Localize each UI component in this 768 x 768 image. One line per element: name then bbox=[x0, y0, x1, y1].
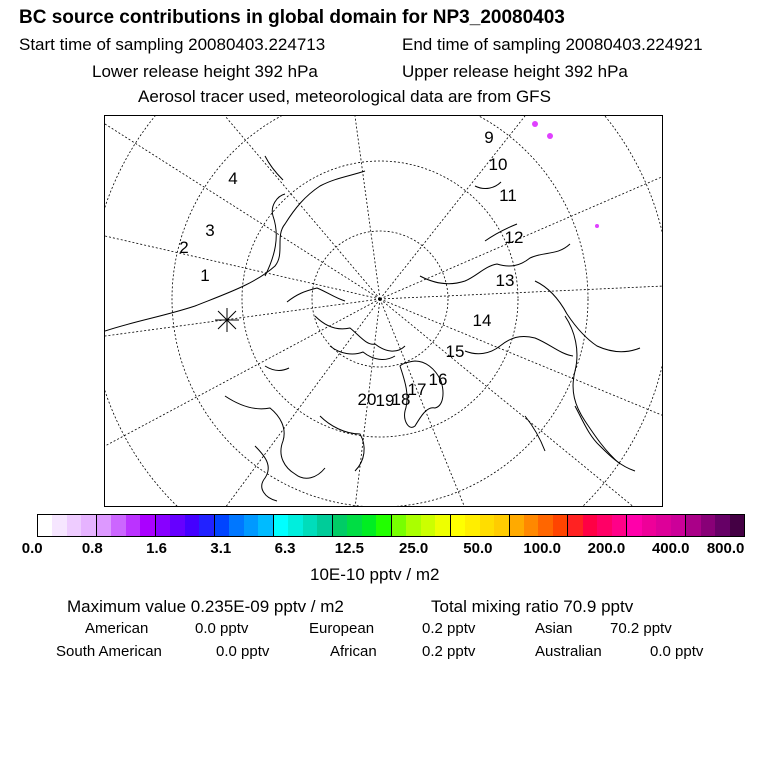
source-value-south-american: 0.0 pptv bbox=[216, 643, 270, 660]
colorbar-segment bbox=[538, 515, 552, 536]
contribution-hotspots bbox=[532, 121, 599, 228]
source-value-european: 0.2 pptv bbox=[422, 620, 476, 637]
colorbar-tick-label: 400.0 bbox=[651, 540, 690, 557]
polar-map bbox=[104, 115, 663, 507]
receptor-marker bbox=[215, 308, 239, 332]
total-mixing-ratio: Total mixing ratio 70.9 pptv bbox=[431, 597, 634, 616]
trajectory-label-20: 20 bbox=[357, 390, 377, 409]
trajectory-label-12: 12 bbox=[504, 228, 524, 247]
colorbar-tick-label: 25.0 bbox=[399, 540, 429, 557]
colorbar-segment bbox=[701, 515, 715, 536]
colorbar-segment bbox=[421, 515, 435, 536]
colorbar-segment bbox=[715, 515, 729, 536]
tracer-note: Aerosol tracer used, meteorological data are from GFS bbox=[138, 87, 551, 106]
trajectory-label-14: 14 bbox=[472, 311, 492, 330]
trajectory-label-3: 3 bbox=[205, 221, 215, 240]
colorbar-unit: 10E-10 pptv / m2 bbox=[310, 565, 440, 584]
colorbar-segment bbox=[333, 515, 347, 536]
colorbar-segment bbox=[597, 515, 611, 536]
trajectory-label-9: 9 bbox=[484, 128, 494, 147]
colorbar-segment bbox=[451, 515, 465, 536]
colorbar-segment bbox=[199, 515, 214, 536]
colorbar-tick-label: 200.0 bbox=[587, 540, 626, 557]
map-canvas bbox=[105, 116, 663, 507]
colorbar-segment bbox=[52, 515, 66, 536]
source-name-african: African bbox=[330, 643, 377, 660]
source-name-south-american: South American bbox=[56, 643, 162, 660]
colorbar-segment bbox=[38, 515, 52, 536]
trajectory-label-17: 17 bbox=[407, 380, 427, 399]
source-name-american: American bbox=[85, 620, 149, 637]
trajectory-label-1: 1 bbox=[200, 266, 210, 285]
colorbar-segment bbox=[627, 515, 641, 536]
hotspot bbox=[532, 121, 538, 127]
colorbar-segment bbox=[317, 515, 332, 536]
trajectory-label-19: 19 bbox=[375, 391, 395, 410]
colorbar-segment bbox=[67, 515, 81, 536]
colorbar-segment bbox=[288, 515, 302, 536]
colorbar-segment bbox=[642, 515, 656, 536]
start-time: Start time of sampling 20080403.224713 bbox=[19, 35, 326, 54]
trajectory-label-4: 4 bbox=[228, 169, 238, 188]
colorbar-tick-label: 800.0 bbox=[706, 540, 745, 557]
colorbar-segment bbox=[612, 515, 627, 536]
colorbar-segment bbox=[465, 515, 479, 536]
colorbar-segment bbox=[553, 515, 568, 536]
lower-release-height: Lower release height 392 hPa bbox=[92, 62, 318, 81]
colorbar-segment bbox=[258, 515, 273, 536]
colorbar-segment bbox=[730, 515, 744, 536]
source-value-asian: 70.2 pptv bbox=[610, 620, 672, 637]
colorbar-tick-label: 6.3 bbox=[274, 540, 296, 557]
colorbar-segment bbox=[510, 515, 524, 536]
upper-release-height: Upper release height 392 hPa bbox=[402, 62, 628, 81]
colorbar-tick-label: 50.0 bbox=[463, 540, 493, 557]
source-value-african: 0.2 pptv bbox=[422, 643, 476, 660]
hotspot bbox=[547, 133, 553, 139]
colorbar-segment bbox=[170, 515, 184, 536]
colorbar-segment bbox=[392, 515, 406, 536]
colorbar-segment bbox=[406, 515, 420, 536]
colorbar-segment bbox=[376, 515, 391, 536]
colorbar-tick-label: 100.0 bbox=[523, 540, 561, 557]
trajectory-label-15: 15 bbox=[445, 342, 465, 361]
trajectory-label-13: 13 bbox=[495, 271, 515, 290]
colorbar-tick-label: 0.0 bbox=[21, 540, 43, 557]
colorbar bbox=[37, 514, 745, 537]
colorbar-segment bbox=[185, 515, 199, 536]
colorbar-segment bbox=[140, 515, 155, 536]
source-name-asian: Asian bbox=[535, 620, 573, 637]
hotspot bbox=[595, 224, 599, 228]
coastlines bbox=[105, 156, 640, 501]
colorbar-segment bbox=[656, 515, 670, 536]
colorbar-segment bbox=[229, 515, 243, 536]
colorbar-segment bbox=[362, 515, 376, 536]
trajectory-label-10: 10 bbox=[488, 155, 508, 174]
colorbar-segment bbox=[111, 515, 125, 536]
colorbar-segment bbox=[215, 515, 229, 536]
colorbar-segment bbox=[244, 515, 258, 536]
colorbar-segment bbox=[583, 515, 597, 536]
trajectory-label-11: 11 bbox=[499, 186, 517, 205]
colorbar-segment bbox=[435, 515, 450, 536]
trajectory-label-18: 18 bbox=[391, 390, 411, 409]
latitude-circles bbox=[105, 116, 663, 507]
trajectory-label-16: 16 bbox=[428, 370, 448, 389]
colorbar-segment bbox=[126, 515, 140, 536]
maximum-value: Maximum value 0.235E-09 pptv / m2 bbox=[67, 597, 344, 616]
plot-title: BC source contributions in global domain for NP3_20080403 bbox=[19, 7, 565, 28]
colorbar-segment bbox=[568, 515, 582, 536]
colorbar-segment bbox=[480, 515, 494, 536]
end-time: End time of sampling 20080403.224921 bbox=[402, 35, 703, 54]
colorbar-segment bbox=[156, 515, 170, 536]
lat-circle-50 bbox=[105, 116, 663, 507]
source-value-american: 0.0 pptv bbox=[195, 620, 249, 637]
source-name-australian: Australian bbox=[535, 643, 602, 660]
colorbar-tick-label: 0.8 bbox=[81, 540, 103, 557]
colorbar-segment bbox=[686, 515, 700, 536]
colorbar-tick-label: 3.1 bbox=[210, 540, 232, 557]
colorbar-segment bbox=[494, 515, 509, 536]
colorbar-tick-label: 12.5 bbox=[334, 540, 364, 557]
colorbar-segment bbox=[303, 515, 317, 536]
source-name-european: European bbox=[309, 620, 375, 637]
colorbar-segment bbox=[524, 515, 538, 536]
colorbar-segment bbox=[97, 515, 111, 536]
source-value-australian: 0.0 pptv bbox=[650, 643, 704, 660]
trajectory-label-2: 2 bbox=[179, 238, 189, 257]
colorbar-segment bbox=[671, 515, 686, 536]
colorbar-tick-label: 1.6 bbox=[146, 540, 167, 557]
meridians bbox=[105, 116, 663, 507]
colorbar-segment bbox=[347, 515, 361, 536]
colorbar-segment bbox=[81, 515, 96, 536]
colorbar-segment bbox=[274, 515, 288, 536]
